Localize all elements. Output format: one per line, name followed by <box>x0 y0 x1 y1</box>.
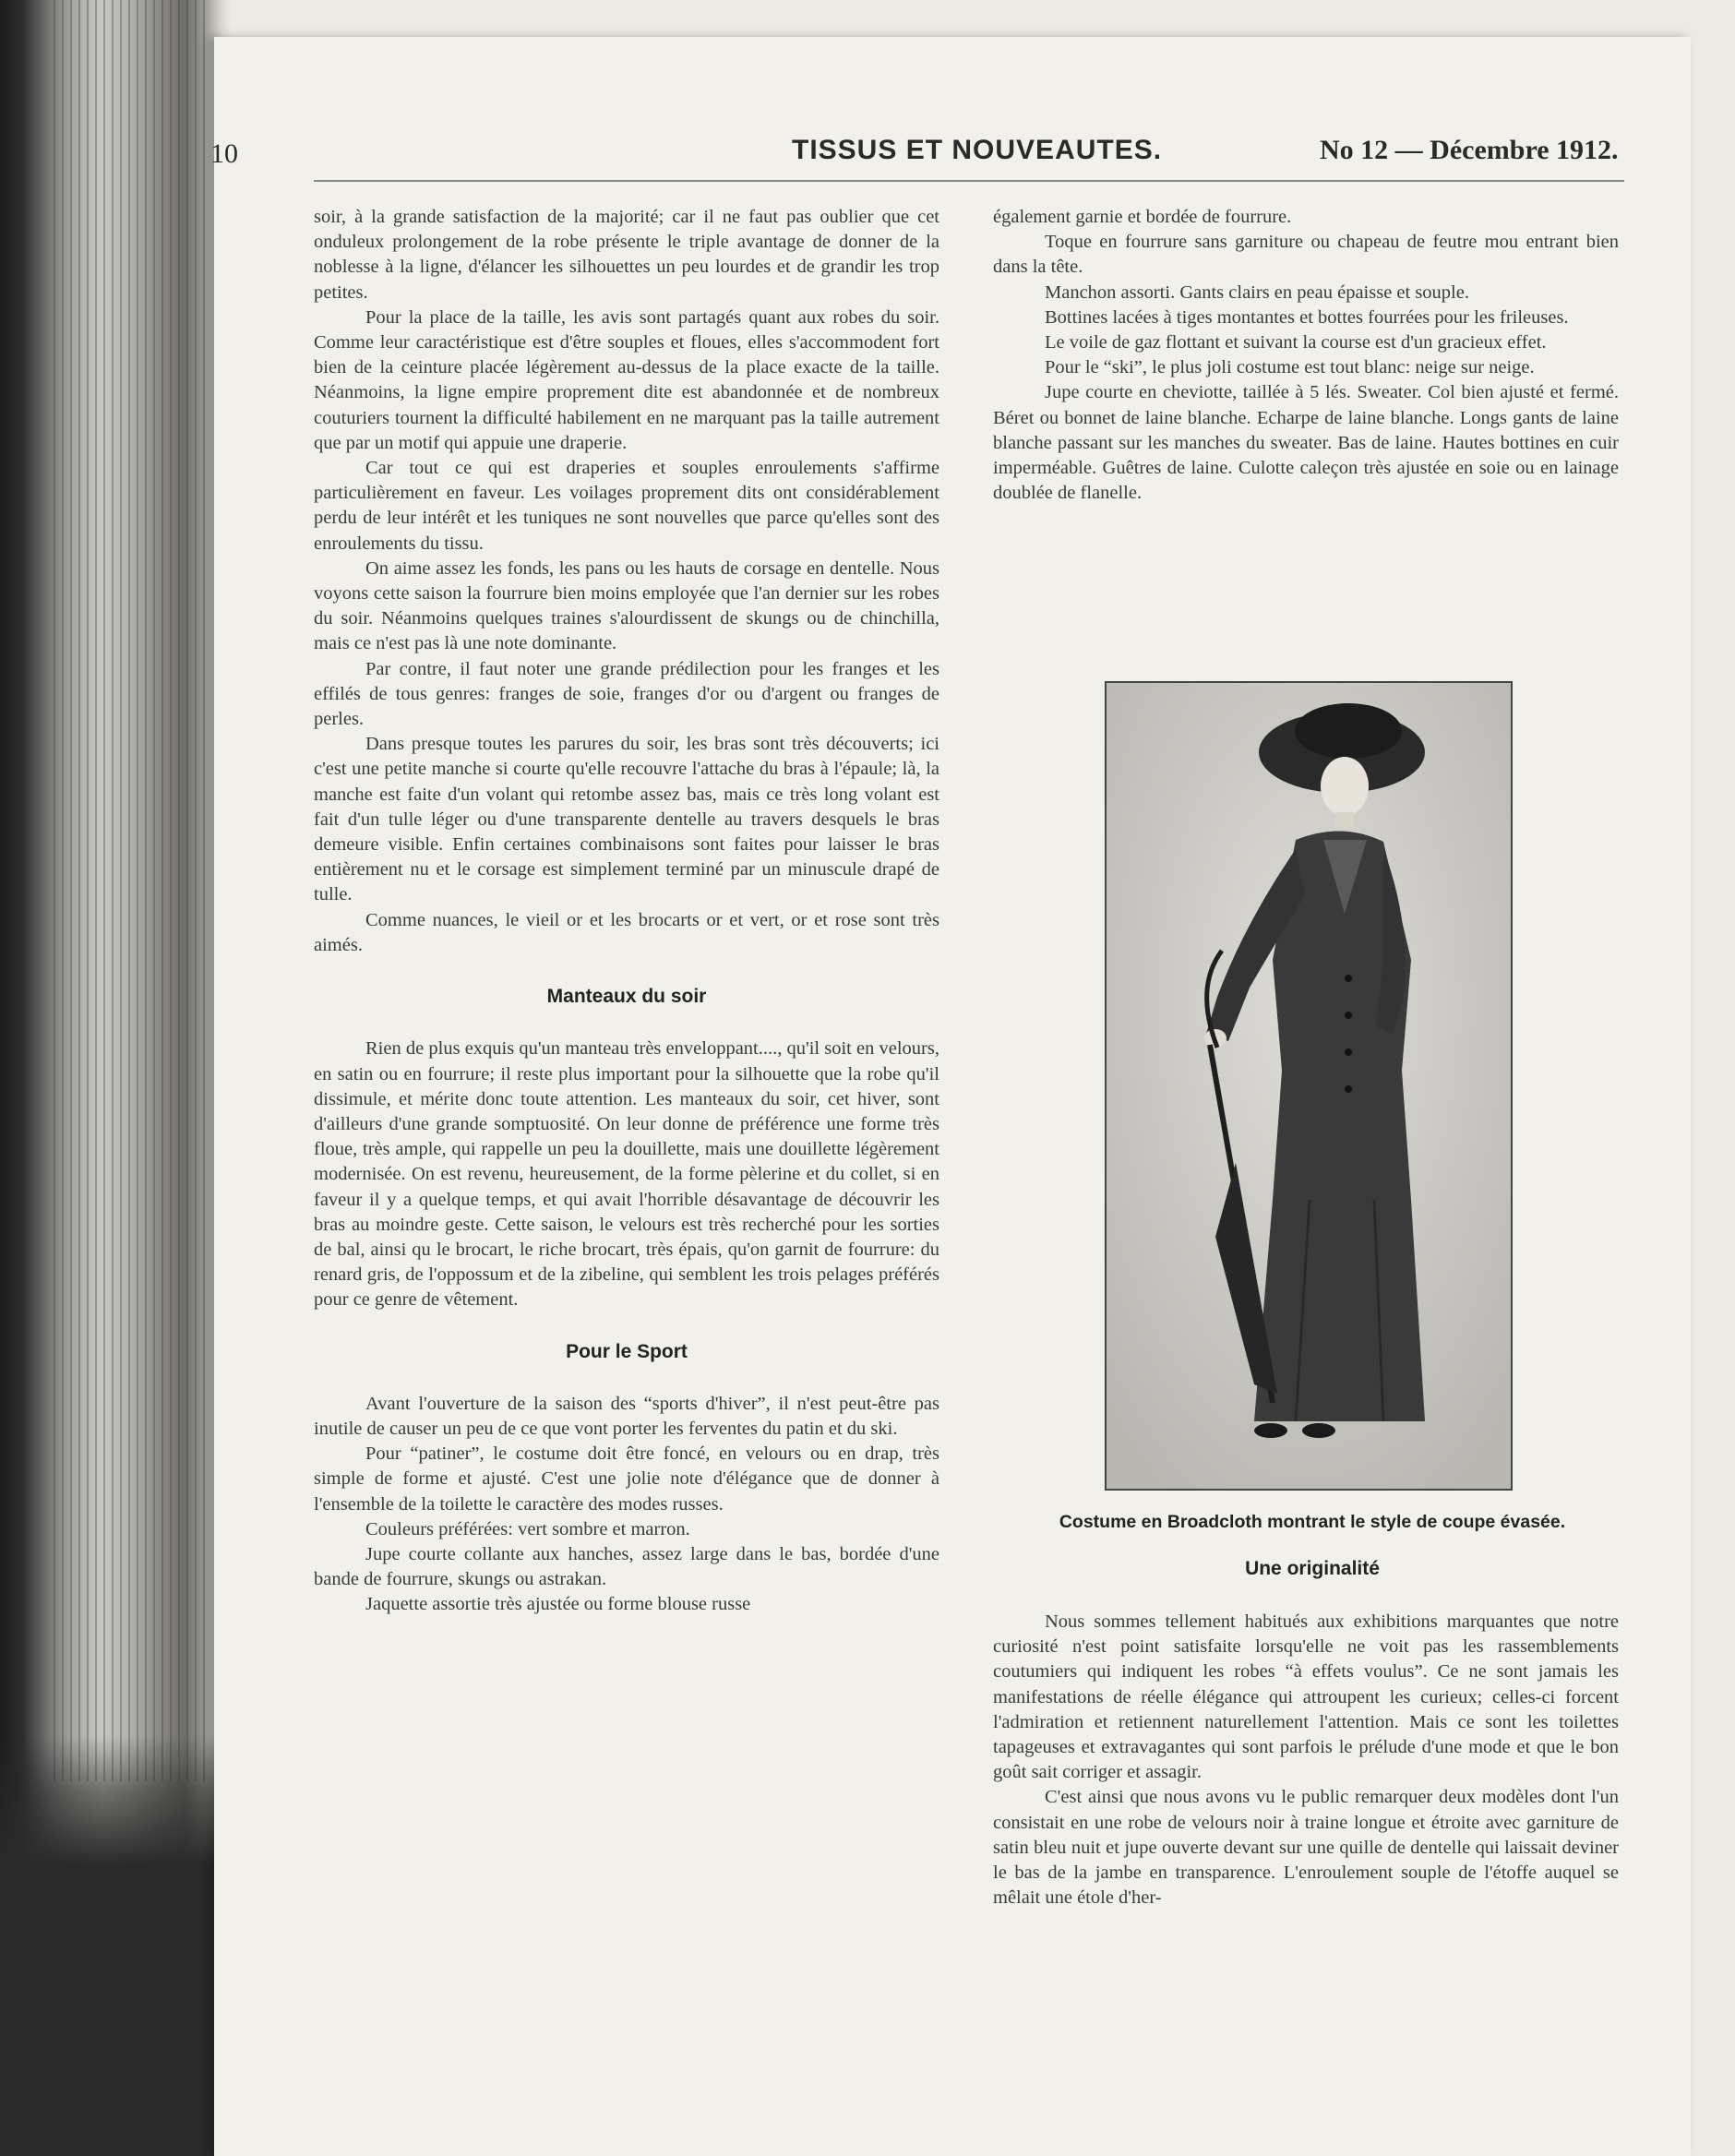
paragraph: Pour le “ski”, le plus joli costume est tout blanc: neige sur neige. <box>1045 357 1535 378</box>
paragraph: Couleurs préférées: vert sombre et marron. <box>365 1518 690 1539</box>
paragraph: Rien de plus exquis qu'un manteau très enveloppant...., qu'il soit en velours, en satin ou en fourrure; il reste plus important pour la silhouette que la robe qu'il dissimule, et mérite donc toute attention. Les manteaux du soir, cet hiver, sont d'ailleurs d'une grande somptuosité. On leur donne de préférence une forme très floue, très ample, qui rappelle un peu la douillette, mais une douillette légèrement modernisée. On est revenu, heureusement, de la forme pèlerine et du collet, si en faveur il y a quelque temps, et qui avait l'horrible désavantage de découvrir les bras au moindre geste. Cette saison, le velours est très recherché pour les sorties de bal, ainsi qu le brocart, le riche brocart, très épais, qu'on garnit de fourrure: du renard gris, de l'oppossum et de la zibeline, qui semblent les trois pelages préférés pour ce genre de vêtement. <box>314 1038 939 1311</box>
paragraph: également garnie et bordée de fourrure. <box>993 207 1292 227</box>
paragraph: Le voile de gaz flottant et suivant la course est d'un gracieux effet. <box>1045 332 1547 353</box>
paragraph: Nous sommes tellement habitués aux exhibitions marquantes que notre curiosité n'est point satisfaite lorsqu'elle ne voit pas les rassemblements coutumiers qui indiquent les robes “à effets voulus”. Ce ne sont jamais les manifestations de réelle élégance qui attroupent les curieux; celles-ci forcent l'admiration et retiennent naturellement l'attention. Mais ce sont les toilettes tapageuses et extravagantes qui sont parfois le prélude d'une mode et que le bon goût sait corriger et assagir. <box>993 1611 1619 1783</box>
section-heading-manteaux: Manteaux du soir <box>546 986 707 1008</box>
paragraph: Car tout ce qui est draperies et souples enroulements s'affirme particulièrement en faveur. Les voilages proprement dits ont considérablement perdu de leur intérêt et les tuniques ne sont nouvelles que parce qu'elles sont des enroulements du tissu. <box>314 458 939 554</box>
masthead-title: TISSUS ET NOUVEAUTES. <box>792 135 1163 165</box>
book-page-stack <box>54 0 210 1781</box>
page-number: 10 <box>210 138 238 169</box>
fashion-photograph <box>1105 681 1513 1491</box>
section-heading-sport: Pour le Sport <box>566 1340 688 1362</box>
left-column <box>314 205 939 1618</box>
paragraph: C'est ainsi que nous avons vu le public remarquer deux modèles dont l'un consistait en une robe de velours noir à traine longue et étroite avec garniture de satin bleu nuit et jupe ouverte devant sur une quille de dentelle qui laissait deviner le bas de la jambe en transparence. L'enroulement souple de l'étoffe auquel se mêlait une étole d'her- <box>993 1787 1619 1909</box>
paragraph: Dans presque toutes les parures du soir, les bras sont très découverts; ici c'est une petite manche si courte qu'elle recouvre l'attache du bras à l'épaule; là, la manche est faite d'un volant qui retombe assez bas, mais ce très long volant est fait d'un tulle léger ou d'une transparente dentelle au travers desquels le bras demeure visible. Enfin certaines combinaisons sont faites pour laisser le bras entièrement nu et le corsage est simplement terminé par un minuscule drapé de tulle. <box>314 734 939 905</box>
photo-caption: Costume en Broadcloth montrant le style de coupe évasée. <box>1059 1512 1566 1532</box>
paragraph: soir, à la grande satisfaction de la majorité; car il ne faut pas oublier que cet onduleux prolongement de la robe présente le triple avantage de donner de la noblesse à la ligne, d'élancer les silhouettes un peu lourdes et de grandir les trop petites. <box>314 207 939 303</box>
paragraph: Pour “patiner”, le costume doit être foncé, en velours ou en drap, très simple de forme et ajusté. C'est une jolie note d'élégance que de donner à l'ensemble de la toilette le caractère des modes russes. <box>314 1443 939 1515</box>
section-heading-originalite: Une originalité <box>1245 1558 1380 1579</box>
paragraph: Pour la place de la taille, les avis sont partagés quant aux robes du soir. Comme leur caractéristique est d'être souples et floues, elles s'accommodent fort bien de la ceinture placée légèrement au-dessus de la place exacte de la taille. Néanmoins, la ligne empire proprement dite est abandonnée et de nombreux couturiers tournent la difficulté habilement en ne marquant pas la taille autrement que par un motif qui appuie une draperie. <box>314 306 939 453</box>
paragraph: On aime assez les fonds, les pans ou les hauts de corsage en dentelle. Nous voyons cette saison la fourrure bien moins employée que l'an dernier sur les robes du soir. Néanmoins quelques traines s'alourdissent de skungs ou de chinchilla, mais ce n'est pas là une note dominante. <box>314 557 939 654</box>
right-column-top <box>993 205 1619 506</box>
paragraph: Toque en fourrure sans garniture ou chapeau de feutre mou entrant bien dans la tête. <box>993 232 1619 278</box>
paragraph: Jupe courte collante aux hanches, assez large dans le bas, bordée d'une bande de fourrure, skungs ou astrakan. <box>314 1543 939 1590</box>
paragraph: Jupe courte en cheviotte, taillée à 5 lés. Sweater. Col bien ajusté et fermé. Béret ou bonnet de laine blanche. Echarpe de laine blanche. Longs gants de laine blanche passant sur les manches du sweater. Bas de laine. Hautes bottines en cuir imperméable. Guêtres de laine. Culotte caleçon très ajustée en soie ou en lainage doublée de flanelle. <box>993 382 1619 504</box>
issue-date: No 12 — Décembre 1912. <box>1320 135 1619 165</box>
paragraph: Bottines lacées à tiges montantes et bottes fourrées pour les frileuses. <box>1045 306 1569 328</box>
book-shadow <box>0 1735 231 2156</box>
right-column-bottom <box>993 1610 1619 1910</box>
header-rule <box>314 180 1624 182</box>
paragraph: Manchon assorti. Gants clairs en peau épaisse et souple. <box>1045 281 1469 303</box>
paragraph: Jaquette assortie très ajustée ou forme blouse russe <box>365 1594 751 1615</box>
paragraph: Comme nuances, le vieil or et les brocarts or et vert, or et rose sont très aimés. <box>314 909 939 955</box>
woman-in-coat-illustration <box>1107 683 1511 1489</box>
paragraph: Par contre, il faut noter une grande prédilection pour les franges et les effilés de tous genres: franges de soie, franges d'or ou d'argent ou franges de perles. <box>314 658 939 730</box>
paragraph: Avant l'ouverture de la saison des “sports d'hiver”, il n'est peut-être pas inutile de causer un peu de ce que vont porter les ferventes du patin et du ski. <box>314 1393 939 1439</box>
